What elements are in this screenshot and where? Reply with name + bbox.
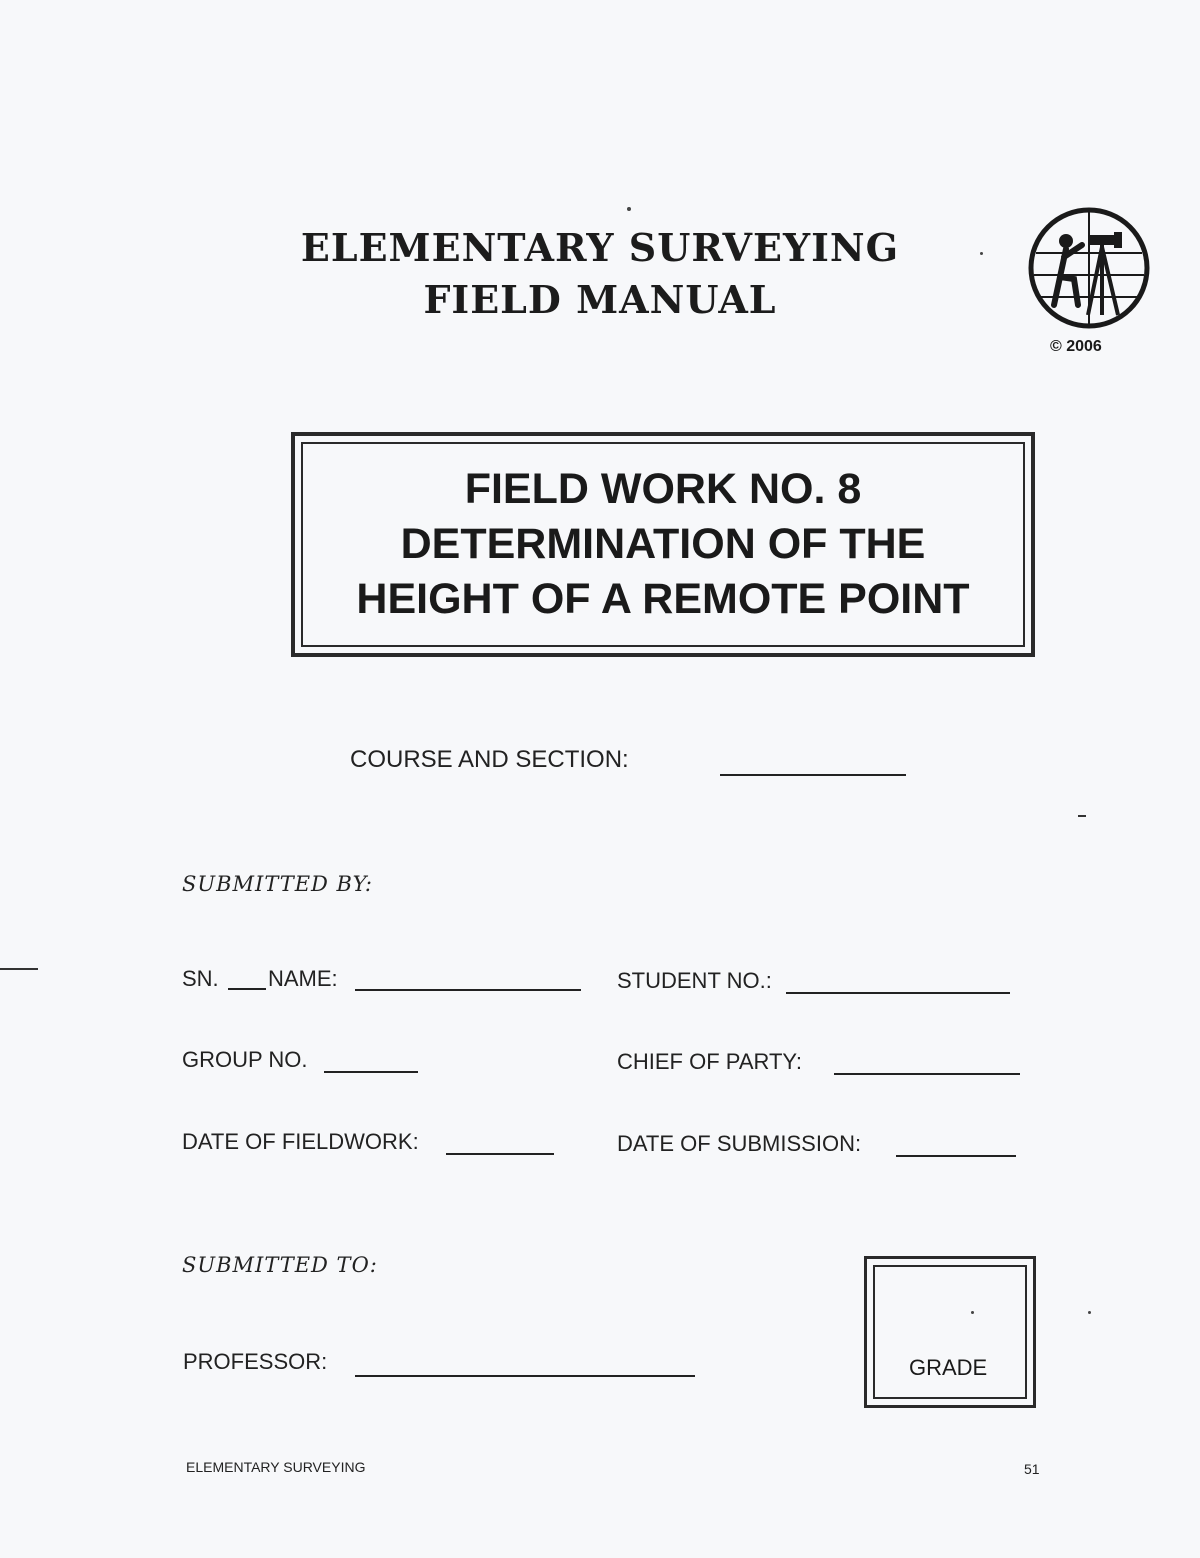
- professor-blank[interactable]: [355, 1375, 695, 1377]
- group-no-label: GROUP NO.: [182, 1047, 308, 1072]
- grade-label: GRADE: [909, 1355, 988, 1380]
- submitted-by-heading: SUBMITTED BY:: [182, 872, 373, 896]
- course-section-blank[interactable]: [720, 774, 906, 776]
- manual-title-line2: FIELD MANUAL: [423, 277, 777, 322]
- page-number: 51: [1024, 1461, 1040, 1477]
- date-of-submission-blank[interactable]: [896, 1155, 1016, 1157]
- chief-of-party-label: CHIEF OF PARTY:: [617, 1049, 802, 1074]
- grade-box[interactable]: [864, 1256, 1036, 1408]
- manual-title-line1: ELEMENTARY SURVEYING: [300, 225, 900, 270]
- scan-speck: [1088, 1311, 1091, 1314]
- name-blank[interactable]: [355, 989, 581, 991]
- professor-label: PROFESSOR:: [183, 1349, 328, 1374]
- scan-speck: [971, 1311, 974, 1314]
- manual-title: [240, 222, 960, 326]
- name-label: NAME:: [268, 966, 338, 991]
- scan-mark: [0, 968, 38, 970]
- student-no-label: STUDENT NO.:: [617, 968, 772, 993]
- course-section-label: COURSE AND SECTION:: [350, 746, 629, 773]
- scan-mark: [1078, 815, 1086, 817]
- chief-of-party-blank[interactable]: [834, 1073, 1020, 1075]
- footer-title: ELEMENTARY SURVEYING: [186, 1459, 366, 1475]
- sn-blank[interactable]: [228, 988, 266, 990]
- copyright-note: © 2006: [1050, 338, 1102, 355]
- sn-label: SN.: [182, 966, 219, 991]
- scan-speck: [627, 207, 631, 211]
- date-of-fieldwork-label: DATE OF FIELDWORK:: [182, 1129, 419, 1154]
- field-work-number: FIELD WORK NO. 8: [464, 465, 862, 513]
- field-work-title-box: [291, 432, 1035, 657]
- group-no-blank[interactable]: [324, 1071, 418, 1073]
- field-work-title-line2: HEIGHT OF A REMOTE POINT: [356, 575, 970, 623]
- scan-speck: [980, 252, 983, 255]
- surveyor-with-tripod-icon: [1026, 205, 1152, 331]
- date-of-fieldwork-blank[interactable]: [446, 1153, 554, 1155]
- submitted-to-heading: SUBMITTED TO:: [182, 1253, 378, 1277]
- student-no-blank[interactable]: [786, 992, 1010, 994]
- field-work-title-line1: DETERMINATION OF THE: [400, 520, 926, 568]
- date-of-submission-label: DATE OF SUBMISSION:: [617, 1131, 862, 1156]
